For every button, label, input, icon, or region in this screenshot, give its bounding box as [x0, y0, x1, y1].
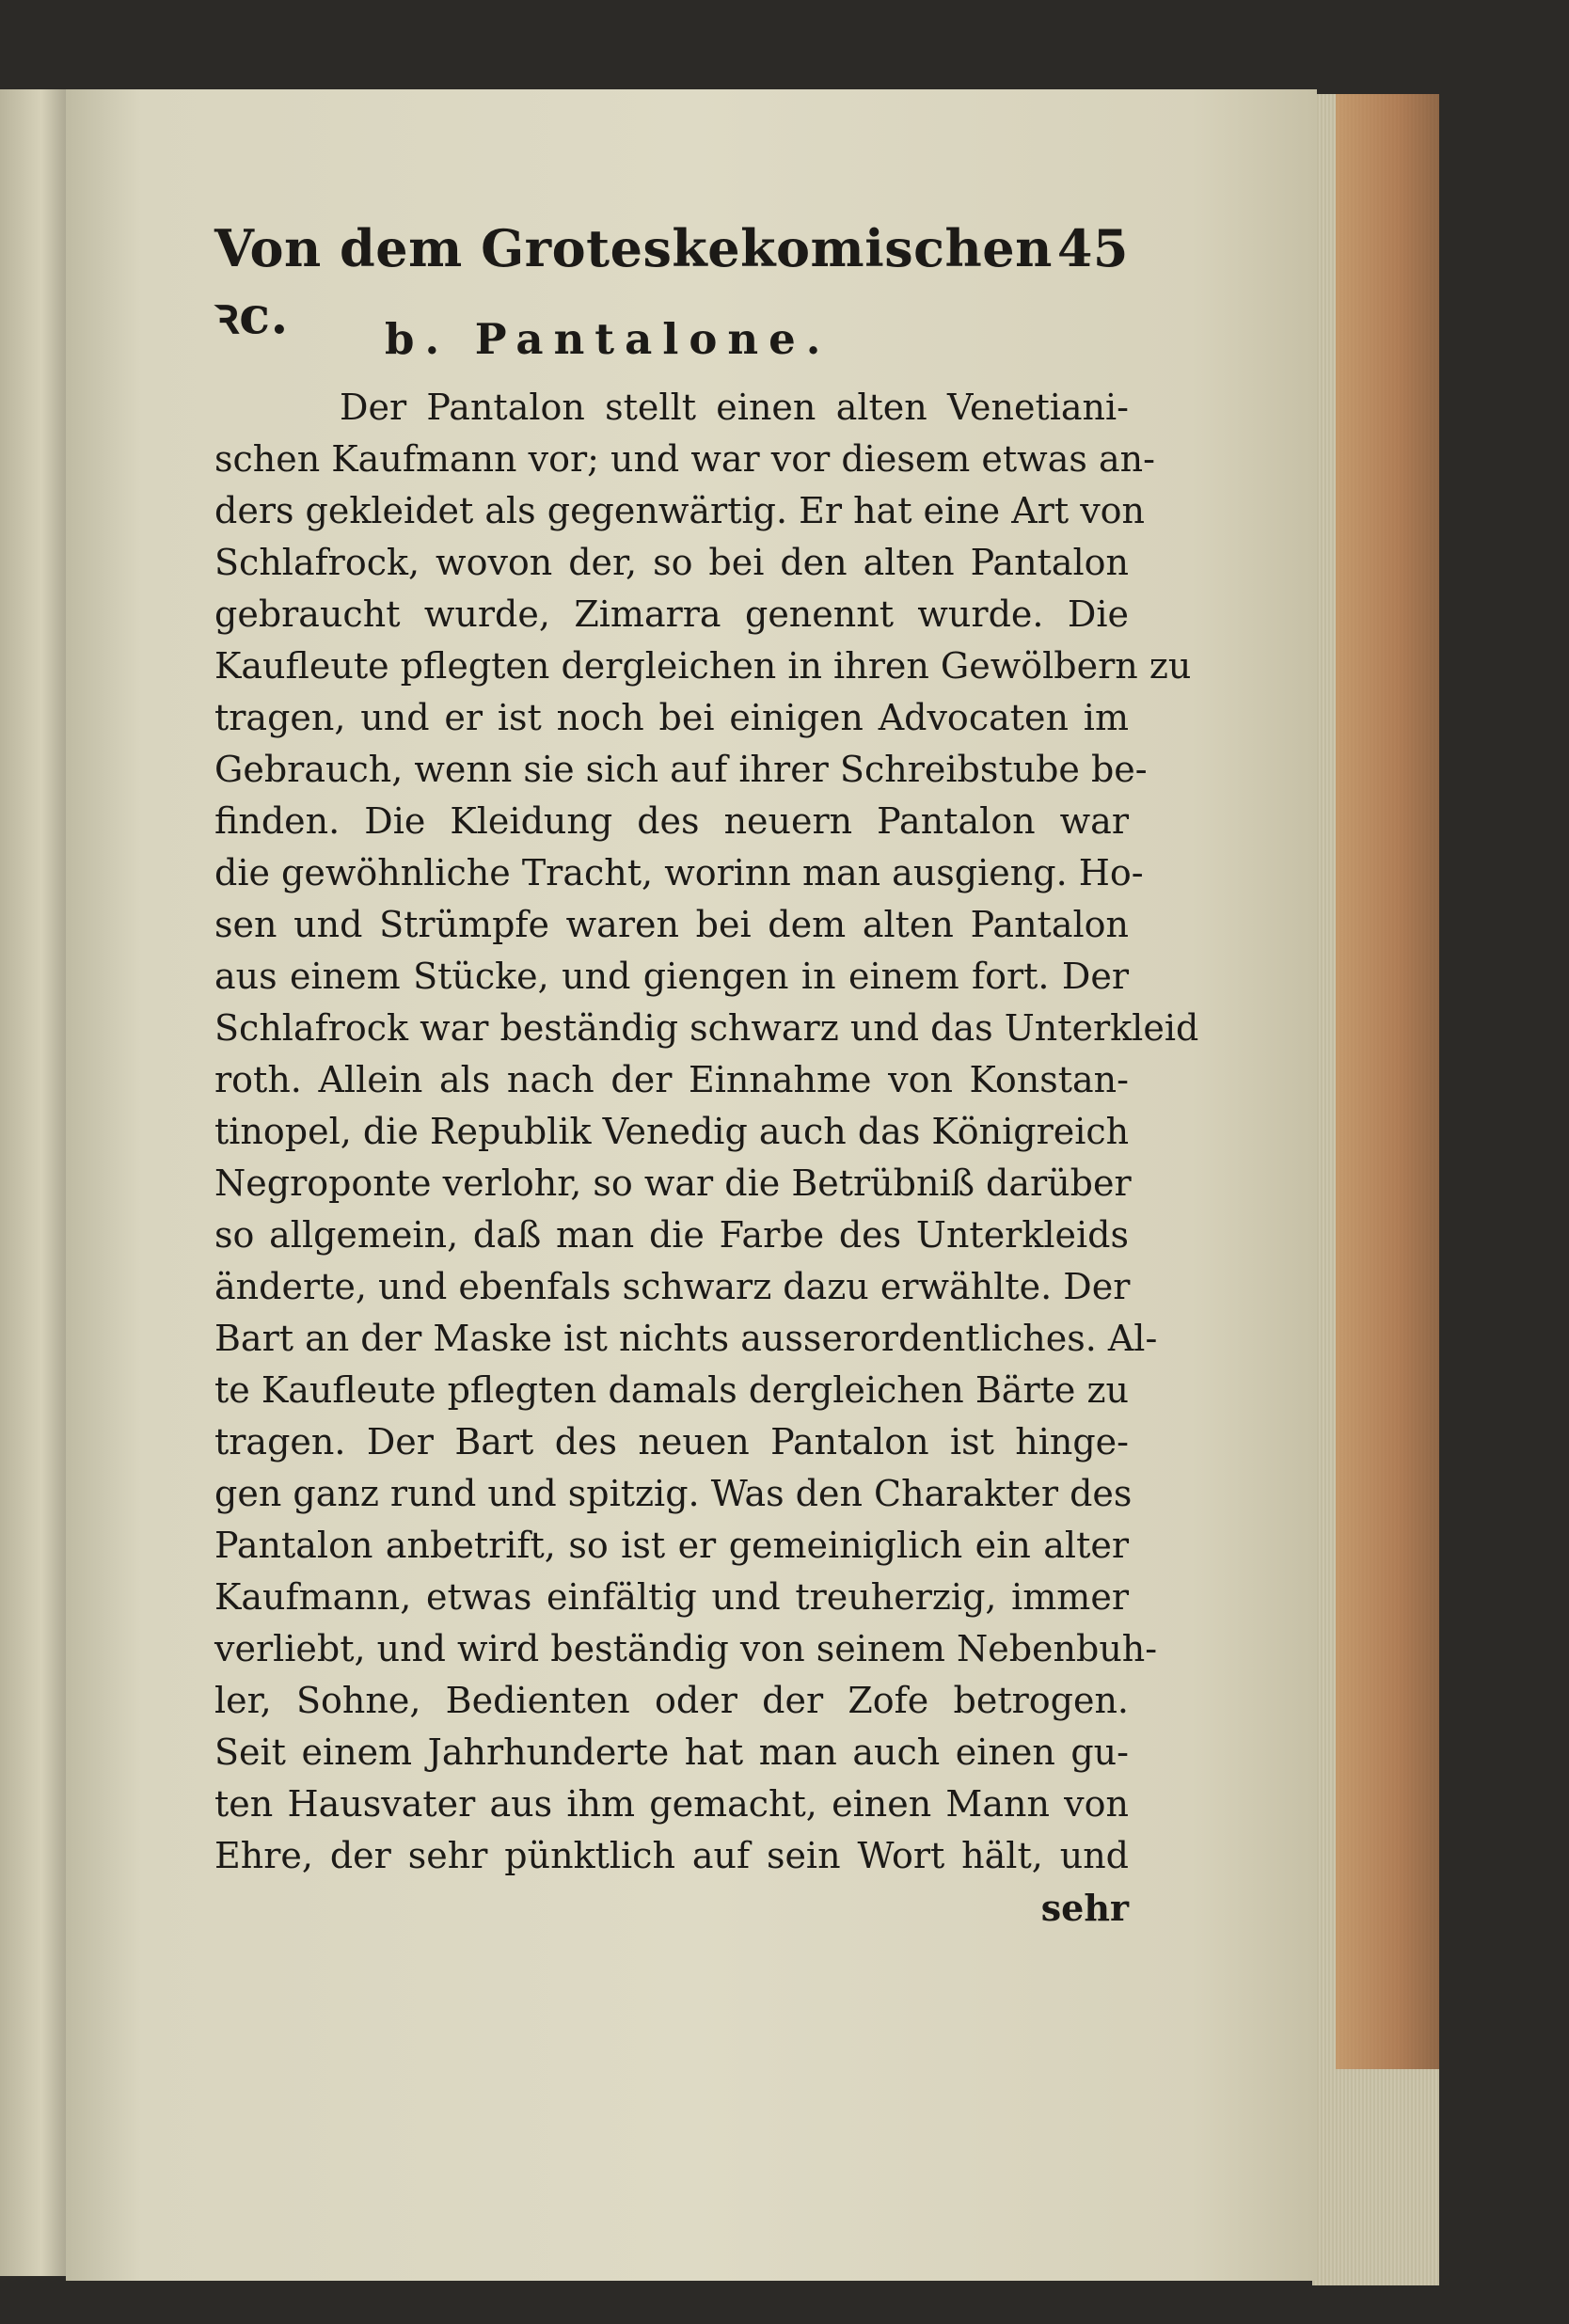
text-line: aus einem Stücke, und giengen in einem fort. Der: [214, 956, 1129, 997]
text-line: Gebrauch, wenn sie sich auf ihrer Schreibstube be-: [214, 749, 1148, 790]
text-line: Kaufleute pflegten dergleichen in ihren Gewölbern zu: [214, 645, 1192, 687]
text-line: Bart an der Maske ist nichts ausserordentliches. Al-: [214, 1318, 1158, 1359]
text-line: tragen, und er ist noch bei einigen Advocaten im: [214, 697, 1129, 738]
text-block: [214, 218, 1199, 1934]
text-line: so allgemein, daß man die Farbe des Unterkleids: [214, 1214, 1129, 1256]
text-line: finden. Die Kleidung des neuern Pantalon war: [214, 800, 1129, 842]
text-line: ten Hausvater aus ihm gemacht, einen Mann von: [214, 1783, 1129, 1825]
text-line: Kaufmann, etwas einfältig und treuherzig, immer: [214, 1576, 1129, 1618]
text-line: verliebt, und wird beständig von seinem Nebenbuh-: [214, 1628, 1158, 1669]
text-line: sen und Strümpfe waren bei dem alten Pantalon: [214, 904, 1129, 945]
cover-edge: [1336, 94, 1439, 2069]
section-heading: b. Pantalone.: [385, 314, 832, 364]
text-line: gebraucht wurde, Zimarra genennt wurde. Die: [214, 593, 1129, 635]
text-line: Seit einem Jahrhunderte hat man auch einen gu-: [214, 1731, 1129, 1773]
text-line: tinopel, die Republik Venedig auch das Königreich: [214, 1111, 1130, 1152]
text-line: schen Kaufmann vor; und war vor diesem etwas an-: [214, 438, 1155, 480]
text-line: Pantalon anbetrift, so ist er gemeiniglich ein alter: [214, 1525, 1129, 1566]
text-line: Schlafrock, wovon der, so bei den alten Pantalon: [214, 542, 1129, 583]
left-page-edge: [0, 89, 75, 2276]
text-line: Der Pantalon stellt einen alten Venetiani-: [340, 387, 1129, 428]
text-line: te Kaufleute pflegten damals dergleichen Bärte zu: [214, 1369, 1129, 1411]
text-line: die gewöhnliche Tracht, worinn man ausgieng. Ho-: [214, 852, 1144, 893]
running-head-title: Von dem Groteskekomischen ꝛc.: [214, 218, 1053, 345]
text-line: Ehre, der sehr pünktlich auf sein Wort hält, und: [214, 1835, 1129, 1876]
page-number: 45: [1056, 218, 1129, 278]
text-line: Negroponte verlohr, so war die Betrübniß darüber: [214, 1162, 1132, 1204]
catchword: sehr: [1040, 1887, 1129, 1929]
body-text: [214, 382, 1199, 1882]
text-line: Schlafrock war beständig schwarz und das Unterkleid: [214, 1007, 1199, 1049]
text-line: gen ganz rund und spitzig. Was den Charakter des: [214, 1473, 1133, 1514]
text-line: tragen. Der Bart des neuen Pantalon ist hinge-: [214, 1421, 1129, 1462]
text-line: ler, Sohne, Bedienten oder der Zofe betrogen.: [214, 1680, 1129, 1721]
text-line: ders gekleidet als gegenwärtig. Er hat eine Art von: [214, 490, 1146, 531]
text-line: änderte, und ebenfals schwarz dazu erwählte. Der: [214, 1266, 1131, 1307]
text-line: roth. Allein als nach der Einnahme von Konstan-: [214, 1059, 1129, 1100]
